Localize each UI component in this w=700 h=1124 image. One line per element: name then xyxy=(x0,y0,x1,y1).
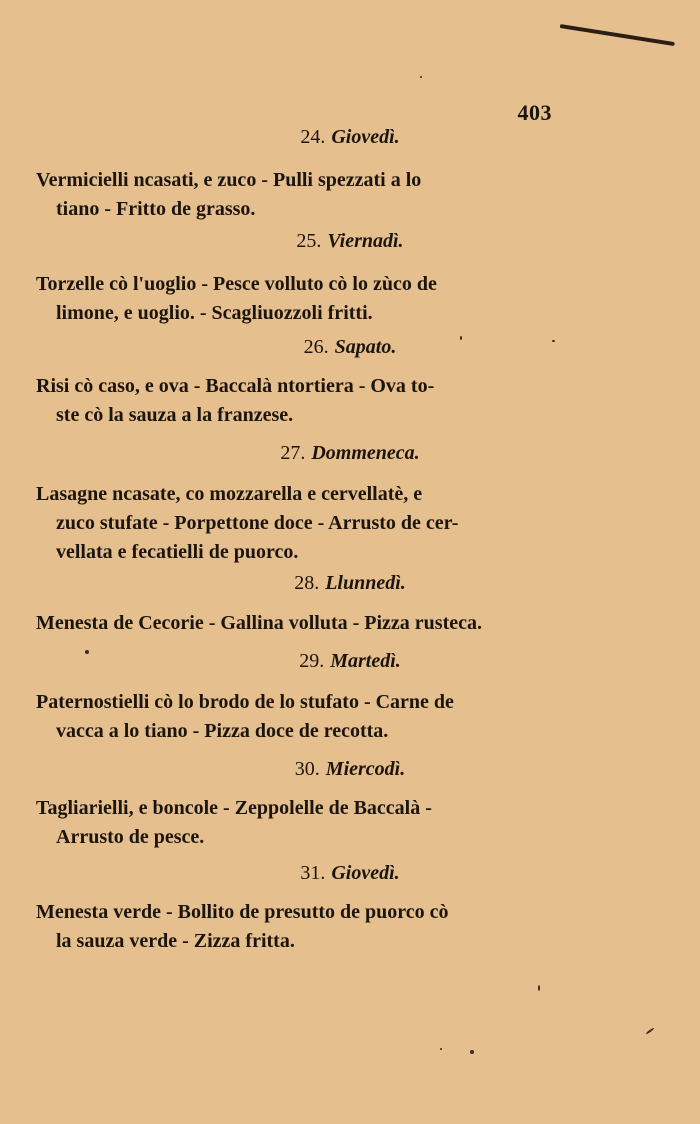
day-name: Martedì. xyxy=(330,650,401,672)
paper-speck xyxy=(552,340,555,342)
day-heading xyxy=(0,758,700,781)
day-heading xyxy=(0,230,700,253)
day-number: 30. xyxy=(294,758,320,780)
menu-entry xyxy=(36,270,566,328)
menu-entry xyxy=(36,609,566,638)
menu-entry xyxy=(36,166,566,224)
menu-line: Torzelle cò l'uoglio - Pesce volluto cò lo zùco de xyxy=(36,273,437,295)
page-number: 403 xyxy=(517,100,552,125)
menu-line: Arrusto de pesce. xyxy=(56,826,205,848)
day-name: Giovedì. xyxy=(331,862,400,884)
day-heading xyxy=(0,862,700,885)
menu-entry xyxy=(36,372,566,430)
day-heading xyxy=(0,126,700,149)
menu-line: ste cò la sauza a la franzese. xyxy=(56,404,294,426)
menu-line: la sauza verde - Zizza fritta. xyxy=(56,930,295,952)
menu-line: vellata e fecatielli de puorco. xyxy=(56,541,299,563)
day-number: 25. xyxy=(296,230,322,252)
menu-line: Menesta de Cecorie - Gallina volluta - Pizza rusteca. xyxy=(36,612,482,634)
day-number: 24. xyxy=(300,126,326,148)
day-number: 26. xyxy=(303,336,329,358)
day-number: 29. xyxy=(299,650,325,672)
day-name: Giovedì. xyxy=(331,126,400,148)
menu-line: vacca a lo tiano - Pizza doce de recotta. xyxy=(56,720,389,742)
paper-speck xyxy=(85,650,89,654)
menu-line: tiano - Fritto de grasso. xyxy=(56,198,256,220)
paper-speck xyxy=(645,1027,654,1034)
day-heading xyxy=(0,336,700,359)
paper-speck xyxy=(440,1048,442,1050)
menu-line: zuco stufate - Porpettone doce - Arrusto de cer- xyxy=(56,512,459,534)
menu-entry xyxy=(36,688,566,746)
menu-line: limone, e uoglio. - Scagliuozzoli fritti. xyxy=(56,302,373,324)
menu-line: Menesta verde - Bollito de presutto de puorco cò xyxy=(36,901,449,923)
day-heading xyxy=(0,442,700,465)
day-name: Dommeneca. xyxy=(311,442,420,464)
menu-entry xyxy=(36,480,566,567)
paper-speck xyxy=(460,336,462,340)
day-number: 27. xyxy=(280,442,306,464)
day-name: Sapato. xyxy=(334,336,397,358)
paper-speck xyxy=(470,1050,474,1054)
menu-line: Lasagne ncasate, co mozzarella e cervellatè, e xyxy=(36,483,423,505)
ink-stroke xyxy=(560,24,675,46)
menu-line: Tagliarielli, e boncole - Zeppolelle de Baccalà - xyxy=(36,797,432,819)
day-name: Viernadì. xyxy=(327,230,404,252)
day-number: 31. xyxy=(300,862,326,884)
day-name: Miercodì. xyxy=(325,758,406,780)
menu-line: Vermicielli ncasati, e zuco - Pulli spezzati a lo xyxy=(36,169,422,191)
day-heading xyxy=(0,650,700,673)
day-number: 28. xyxy=(294,572,320,594)
menu-entry xyxy=(36,794,566,852)
day-heading xyxy=(0,572,700,595)
menu-entry xyxy=(36,898,566,956)
menu-line: Risi cò caso, e ova - Baccalà ntortiera - Ova to- xyxy=(36,375,435,397)
menu-line: Paternostielli cò lo brodo de lo stufato - Carne de xyxy=(36,691,454,713)
paper-speck xyxy=(420,76,422,78)
day-name: Llunnedì. xyxy=(325,572,406,594)
paper-speck xyxy=(538,985,540,991)
